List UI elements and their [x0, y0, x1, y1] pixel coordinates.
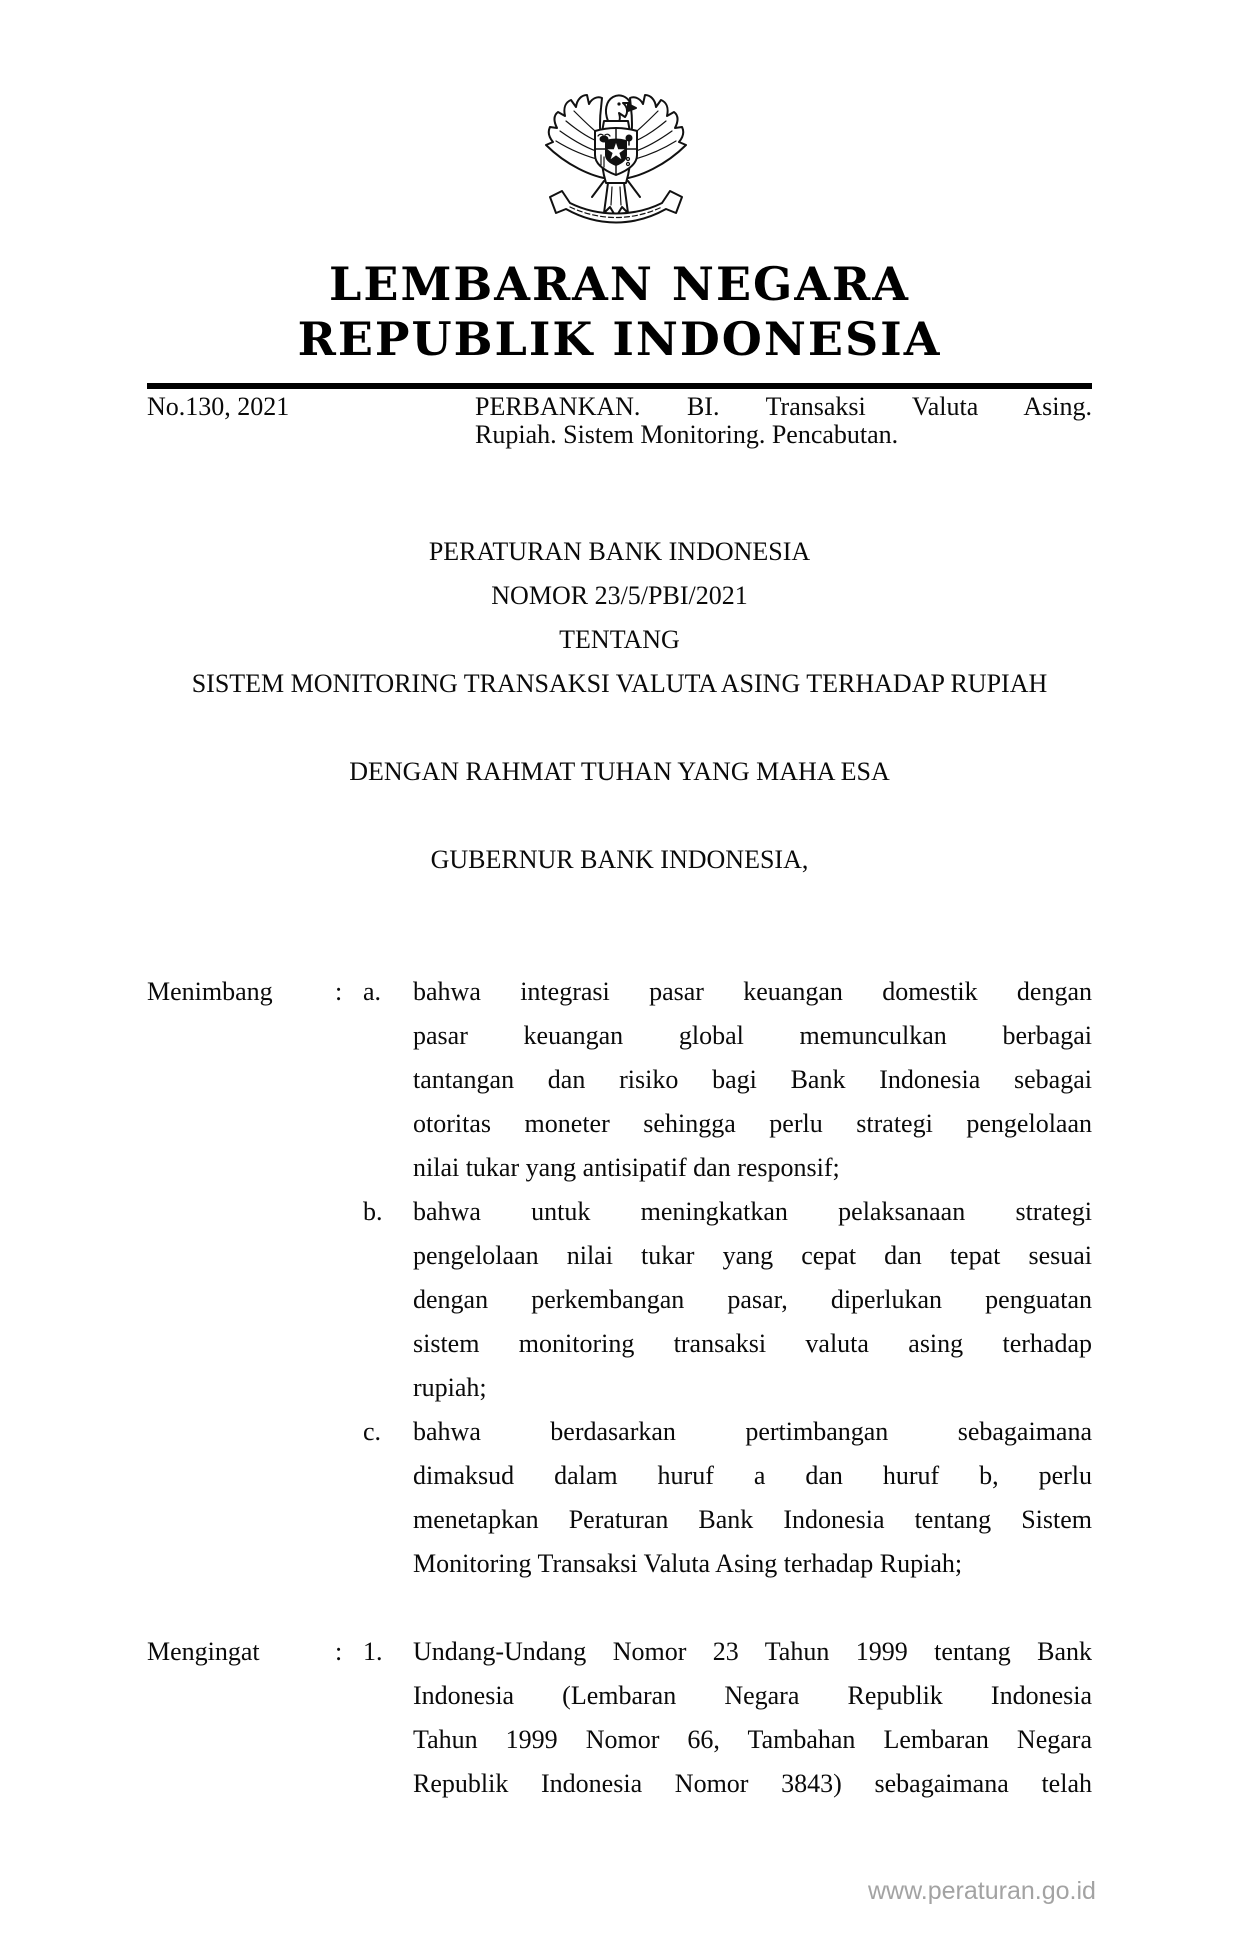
- garuda-pancasila-emblem: [540, 90, 692, 240]
- section-item: [147, 1630, 1092, 1806]
- item-text-line: dengan perkembangan pasar, diperlukan penguatan: [413, 1285, 1092, 1314]
- item-text-line: sistem monitoring transaksi valuta asing terhadap: [413, 1329, 1092, 1358]
- item-text-line: pasar keuangan global memunculkan berbagai: [413, 1021, 1092, 1050]
- section-separator: [335, 1410, 363, 1454]
- item-text-line: Undang-Undang Nomor 23 Tahun 1999 tentang Bank: [413, 1637, 1092, 1666]
- regulation-title-line: NOMOR 23/5/PBI/2021: [491, 581, 748, 610]
- regulation-title-line: TENTANG: [559, 625, 680, 654]
- item-text: [413, 1190, 1092, 1410]
- section-item: [147, 970, 1092, 1190]
- item-text-line: nilai tukar yang antisipatif dan responsif;: [413, 1153, 840, 1182]
- gazette-subject-line: PERBANKAN. BI. Transaksi Valuta Asing.: [475, 392, 1092, 421]
- section-separator: [335, 1190, 363, 1234]
- section-item: [147, 1410, 1092, 1586]
- item-marker: 1.: [363, 1637, 383, 1666]
- item-text-line: rupiah;: [413, 1373, 487, 1402]
- regulation-title: [147, 530, 1092, 706]
- item-text-line: Indonesia (Lembaran Negara Republik Indonesia: [413, 1681, 1092, 1710]
- masthead-title: [147, 257, 1092, 367]
- item-text-line: Tahun 1999 Nomor 66, Tambahan Lembaran Negara: [413, 1725, 1092, 1754]
- regulation-title-line: PERATURAN BANK INDONESIA: [428, 537, 811, 566]
- regulation-title-line: SISTEM MONITORING TRANSAKSI VALUTA ASING TERHADAP RUPIAH: [191, 669, 1048, 698]
- section-label: Mengingat: [147, 1637, 260, 1666]
- section-label: [147, 1410, 335, 1454]
- item-marker: a.: [363, 977, 382, 1006]
- item-text-line: tantangan dan risiko bagi Bank Indonesia sebagai: [413, 1065, 1092, 1094]
- item-text-line: menetapkan Peraturan Bank Indonesia tentang Sistem: [413, 1505, 1092, 1534]
- gazette-number: No.130, 2021: [147, 392, 290, 421]
- item-text-line: Monitoring Transaksi Valuta Asing terhadap Rupiah;: [413, 1549, 963, 1578]
- section-label: Menimbang: [147, 977, 273, 1006]
- item-marker: c.: [363, 1417, 382, 1446]
- item-text: [413, 970, 1092, 1190]
- gazette-subject: [475, 393, 1092, 449]
- authority-line: GUBERNUR BANK INDONESIA,: [430, 845, 809, 874]
- gazette-subject-line: Rupiah. Sistem Monitoring. Pencabutan.: [475, 420, 899, 449]
- item-text-line: otoritas moneter sehingga perlu strategi pengelolaan: [413, 1109, 1092, 1138]
- item-text-line: Republik Indonesia Nomor 3843) sebagaimana telah: [413, 1769, 1092, 1798]
- section-separator: :: [335, 977, 343, 1006]
- section-label: [147, 1190, 335, 1234]
- masthead-title-line: LEMBARAN NEGARA: [329, 257, 910, 311]
- invocation-line: DENGAN RAHMAT TUHAN YANG MAHA ESA: [349, 757, 890, 786]
- item-text-line: dimaksud dalam huruf a dan huruf b, perlu: [413, 1461, 1092, 1490]
- item-marker: b.: [363, 1197, 383, 1226]
- section-separator: :: [335, 1637, 343, 1666]
- item-text-line: bahwa integrasi pasar keuangan domestik dengan: [413, 977, 1092, 1006]
- item-text-line: bahwa berdasarkan pertimbangan sebagaimana: [413, 1417, 1092, 1446]
- item-text: [413, 1630, 1092, 1806]
- considerations-section: [147, 970, 1092, 1586]
- section-item: [147, 1190, 1092, 1410]
- item-text-line: pengelolaan nilai tukar yang cepat dan tepat sesuai: [413, 1241, 1092, 1270]
- legal-basis-section: [147, 1630, 1092, 1806]
- item-text: [413, 1410, 1092, 1586]
- footer-website: www.peraturan.go.id: [868, 1877, 1096, 1905]
- masthead-title-line: REPUBLIK INDONESIA: [297, 312, 942, 366]
- item-text-line: bahwa untuk meningkatkan pelaksanaan strategi: [413, 1197, 1092, 1226]
- masthead-divider: [147, 383, 1092, 389]
